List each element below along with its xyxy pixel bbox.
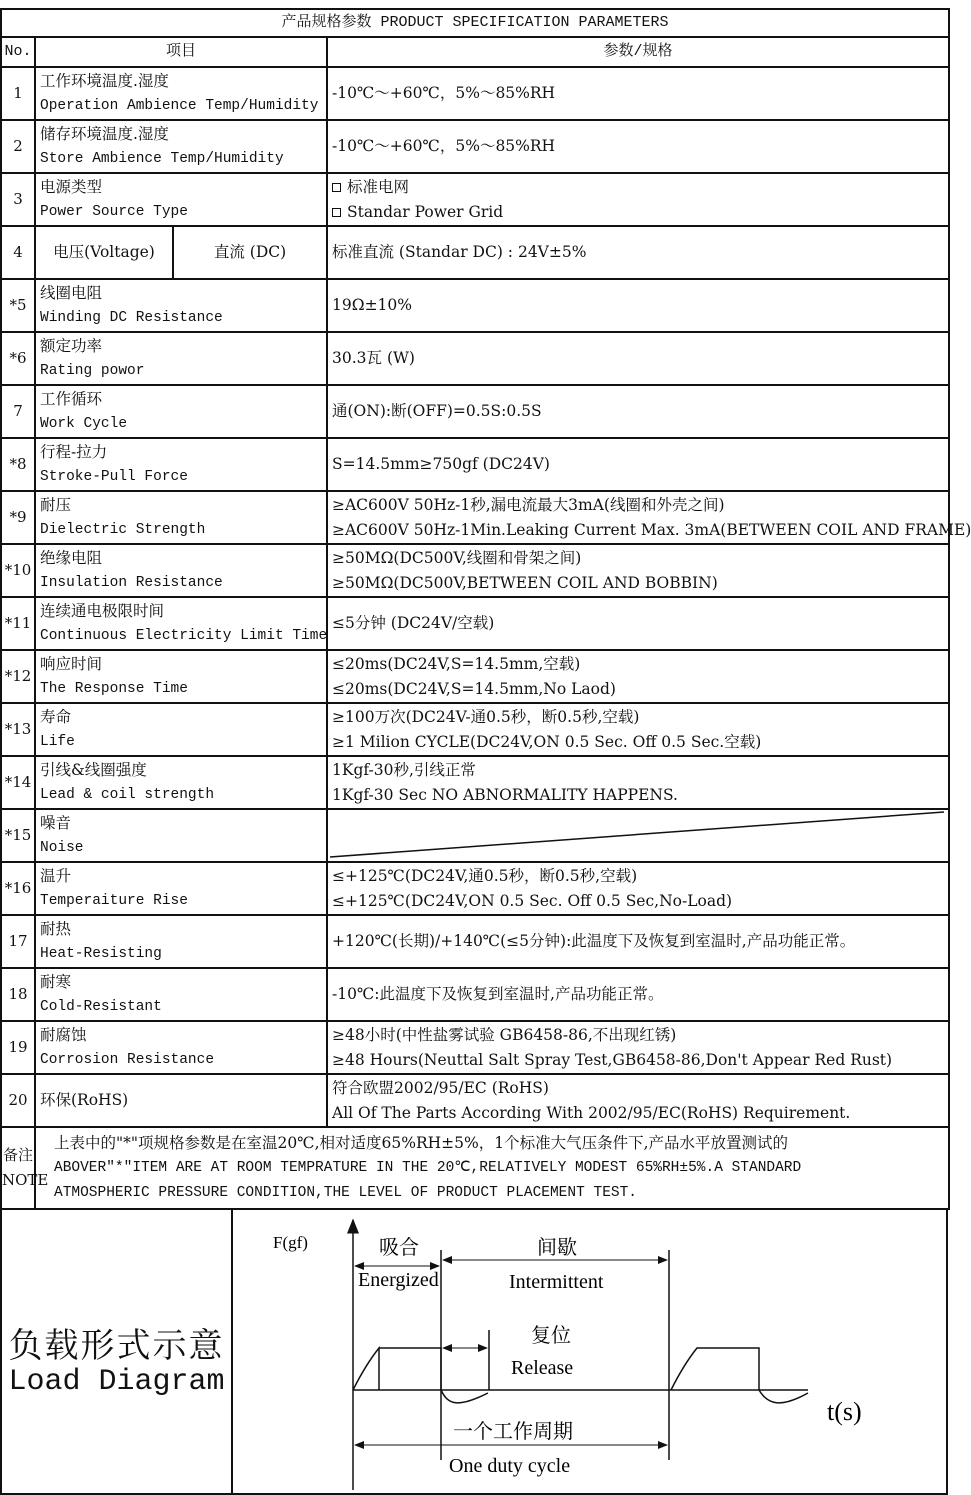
param-text: 标准电网 (347, 177, 410, 196)
spec-row-item (35, 279, 327, 332)
item-label-cn: 温升 (40, 866, 72, 885)
item-label-cn: 绝缘电阻 (40, 548, 103, 567)
spec-row-no: *15 (1, 809, 35, 862)
duty-cycle-cn: 一个工作周期 (453, 1421, 573, 1443)
item-label-cn: 寿命 (40, 707, 72, 726)
param-text: ≥48 Hours(Neuttal Salt Spray Test,GB6458-86,Don't Appear Red Rust) (332, 1050, 893, 1069)
param-line (332, 518, 971, 543)
spec-row (1, 862, 949, 915)
item-label-cn: 额定功率 (40, 336, 103, 355)
param-text: +120℃(长期)/+140℃(≤5分钟):此温度下及恢复到室温时,产品功能正常。 (332, 932, 856, 950)
spec-row-item-sub: 直流 (DC) (173, 226, 327, 279)
spec-row-param (327, 1021, 949, 1074)
item-label-cn: 工作循环 (40, 389, 103, 408)
item-label-en: Corrosion Resistance (40, 1051, 215, 1068)
item-label-en: Heat-Resisting (40, 945, 162, 962)
item-label-cn: 电源类型 (40, 177, 103, 196)
item-label-en: Power Source Type (40, 203, 188, 220)
spec-row-no: 7 (1, 385, 35, 438)
spec-row (1, 67, 949, 120)
not-applicable-slash (328, 810, 946, 859)
spec-row (1, 915, 949, 968)
item-label-cn: 连续通电极限时间 (40, 601, 165, 620)
item-label-en: The Response Time (40, 680, 188, 697)
item-label-cn: 耐压 (40, 495, 72, 514)
item-label-cn: 耐热 (40, 919, 72, 938)
load-diagram-title-cn: 负载形式示意 (8, 1326, 225, 1366)
spec-row-item (35, 1074, 327, 1127)
item-label-en: Cold-Resistant (40, 998, 162, 1015)
item-label-cn: 工作环境温度.湿度 (40, 71, 169, 90)
spec-row (1, 1021, 949, 1074)
intermittent-en: Intermittent (509, 1271, 604, 1293)
checkbox-icon (332, 183, 341, 192)
spec-row-param (327, 756, 949, 809)
spec-row-no: *11 (1, 597, 35, 650)
item-label-en: Lead & coil strength (40, 786, 215, 803)
param-line (332, 677, 944, 702)
param-line (332, 175, 944, 200)
param-line (332, 730, 944, 755)
spec-row (1, 120, 949, 173)
spec-row-item (35, 544, 327, 597)
header-item: 项目 (35, 37, 327, 67)
spec-row-param (327, 385, 949, 438)
spec-row-item (35, 703, 327, 756)
spec-row (1, 703, 949, 756)
spec-row-item-cn: 电压(Voltage) (35, 226, 173, 279)
spec-row-no: *6 (1, 332, 35, 385)
item-label-en: Winding DC Resistance (40, 309, 223, 326)
param-line (332, 293, 944, 318)
spec-row-item (35, 756, 327, 809)
item-label-en: Rating powor (40, 362, 145, 379)
spec-row-item (35, 862, 327, 915)
param-line (332, 546, 944, 571)
spec-row-param (327, 597, 949, 650)
param-text: ≥100万次(DC24V-通0.5秒，断0.5秒,空载) (332, 707, 640, 726)
param-line (332, 705, 944, 730)
param-text: 1Kgf-30秒,引线正常 (332, 760, 476, 779)
param-line (332, 611, 944, 636)
spec-row (1, 1074, 949, 1127)
spec-row (1, 173, 949, 226)
param-text: ≤+125℃(DC24V,通0.5秒，断0.5秒,空载) (332, 866, 638, 885)
table-title: 产品规格参数 PRODUCT SPECIFICATION PARAMETERS (1, 9, 949, 37)
spec-row-no: 17 (1, 915, 35, 968)
note-label-cn: 备注 (2, 1146, 33, 1164)
param-text: -10℃:此温度下及恢复到室温时,产品功能正常。 (332, 985, 664, 1003)
header-no: No. (1, 37, 35, 67)
spec-row-no: *5 (1, 279, 35, 332)
spec-row-no: 4 (1, 226, 35, 279)
spec-row-no: *12 (1, 650, 35, 703)
param-text: S=14.5mm≥750gf (DC24V) (332, 455, 550, 473)
release-en: Release (511, 1357, 574, 1379)
spec-row-no: 3 (1, 173, 35, 226)
param-text: Standar Power Grid (347, 202, 504, 221)
param-text: ≤5分钟 (DC24V/空载) (332, 614, 495, 632)
param-line (332, 240, 944, 265)
spec-row-no: 2 (1, 120, 35, 173)
spec-row-item (35, 809, 327, 862)
note-line: ABOVER"*"ITEM ARE AT ROOM TEMPRATURE IN THE 20℃,RELATIVELY MODEST 65%RH±5%.A STANDARD (54, 1159, 802, 1176)
table-title-row (1, 9, 949, 37)
param-text: ≥1 Milion CYCLE(DC24V,ON 0.5 Sec. Off 0.5 Sec.空载) (332, 732, 762, 751)
spec-row-no: *16 (1, 862, 35, 915)
item-label-cn: 噪音 (40, 813, 72, 832)
param-line (332, 1023, 944, 1048)
pulse-1 (353, 1348, 441, 1390)
note-line: ATMOSPHERIC PRESSURE CONDITION,THE LEVEL OF PRODUCT PLACEMENT TEST. (54, 1184, 637, 1201)
item-label-en: Temperaiture Rise (40, 892, 188, 909)
spec-row-no: 18 (1, 968, 35, 1021)
item-label-en: Dielectric Strength (40, 521, 206, 538)
param-line (332, 399, 944, 424)
item-label-en: Stroke-Pull Force (40, 468, 188, 485)
spec-row-item (35, 491, 327, 544)
spec-row-param (327, 438, 949, 491)
note-line: 上表中的"*"项规格参数是在室温20℃,相对适度65%RH±5%，1个标准大气压条件下,产品水平放置测试的 (54, 1133, 789, 1152)
item-label-en: Continuous Electricity Limit Time (40, 627, 328, 644)
param-text: ≤20ms(DC24V,S=14.5mm,空载) (332, 654, 581, 673)
spec-row-item (35, 438, 327, 491)
item-label-en: Insulation Resistance (40, 574, 223, 591)
spec-row-item (35, 120, 327, 173)
item-label-cn: 响应时间 (40, 654, 103, 673)
param-line (332, 783, 944, 808)
param-line (332, 1101, 944, 1126)
spec-row-param (327, 703, 949, 756)
spec-row-item (35, 1021, 327, 1074)
load-diagram-title-en: Load Diagram (8, 1365, 225, 1399)
spec-row-param (327, 968, 949, 1021)
spec-row-param (327, 862, 949, 915)
param-line (332, 758, 944, 783)
param-line (332, 1048, 944, 1073)
spec-row-no: *14 (1, 756, 35, 809)
spec-row-item (35, 67, 327, 120)
spec-row-param (327, 491, 971, 544)
param-text: ≥48小时(中性盐雾试验 GB6458-86,不出现红锈) (332, 1025, 677, 1044)
param-text: 通(ON):断(OFF)=0.5S:0.5S (332, 402, 542, 420)
duty-cycle-en: One duty cycle (449, 1455, 571, 1477)
intermittent-cn: 间歇 (537, 1237, 577, 1259)
param-line (332, 571, 944, 596)
spec-row-item (35, 915, 327, 968)
note-row (1, 1127, 949, 1209)
x-axis-label: t(s) (827, 1397, 862, 1426)
header-param: 参数/规格 (327, 37, 949, 67)
spec-row (1, 544, 949, 597)
item-label-cn: 环保(RoHS) (40, 1091, 129, 1109)
item-label-cn: 耐寒 (40, 972, 72, 991)
param-text: 30.3瓦 (W) (332, 349, 415, 367)
spec-row (1, 968, 949, 1021)
spec-row-param (327, 173, 949, 226)
param-text: ≤+125℃(DC24V,ON 0.5 Sec. Off 0.5 Sec,No-Load) (332, 891, 733, 910)
spec-row-no: *9 (1, 491, 35, 544)
item-label-en: Store Ambience Temp/Humidity (40, 150, 284, 167)
param-line (332, 493, 944, 518)
param-line (332, 81, 944, 106)
spec-row-item (35, 968, 327, 1021)
param-line (332, 452, 944, 477)
spec-row (1, 597, 949, 650)
note-label (1, 1127, 49, 1209)
spec-row-item (35, 650, 327, 703)
spec-row-param (327, 1074, 949, 1127)
param-line (332, 864, 944, 889)
spec-row-param (327, 544, 949, 597)
spec-row-param (327, 226, 949, 279)
param-text: ≥AC600V 50Hz-1Min.Leaking Current Max. 3mA(BETWEEN COIL AND FRAME) (332, 520, 971, 539)
spec-row-no: *10 (1, 544, 35, 597)
item-label-cn: 行程-拉力 (40, 442, 108, 461)
spec-row-no: 19 (1, 1021, 35, 1074)
note-text (35, 1127, 949, 1209)
energized-en: Energized (358, 1269, 439, 1291)
spec-row-param (327, 650, 949, 703)
param-text: 1Kgf-30 Sec NO ABNORMALITY HAPPENS. (332, 785, 678, 804)
spec-row-item (35, 385, 327, 438)
spec-table (0, 8, 971, 1210)
spec-row (1, 809, 949, 862)
param-text: -10℃～+60℃，5%～85%RH (332, 137, 556, 155)
spec-row (1, 491, 949, 544)
spec-row-item (35, 597, 327, 650)
load-diagram (233, 1210, 949, 1493)
param-text: ≥50MΩ(DC500V,BETWEEN COIL AND BOBBIN) (332, 573, 718, 592)
checkbox-icon (332, 208, 341, 217)
param-text: 符合欧盟2002/95/EC (RoHS) (332, 1078, 549, 1097)
param-line (332, 652, 944, 677)
spec-row-no: *13 (1, 703, 35, 756)
item-label-en: Operation Ambience Temp/Humidity (40, 97, 319, 114)
param-text: ≥50MΩ(DC500V,线圈和骨架之间) (332, 548, 582, 567)
spec-row-no: 20 (1, 1074, 35, 1127)
y-axis-label: F(gf) (273, 1233, 308, 1252)
param-line (332, 346, 944, 371)
param-line (332, 200, 944, 225)
spec-row-param (327, 915, 949, 968)
param-text: 19Ω±10% (332, 296, 413, 314)
pulse-2 (671, 1348, 759, 1390)
item-label-cn: 线圈电阻 (40, 283, 103, 302)
spec-row (1, 650, 949, 703)
release-curve-2 (759, 1390, 808, 1403)
load-diagram-section (0, 1210, 948, 1495)
spec-row-item (35, 173, 327, 226)
release-curve-1 (441, 1390, 488, 1403)
param-text: -10℃～+60℃，5%～85%RH (332, 84, 556, 102)
spec-row (1, 756, 949, 809)
item-label-en: Work Cycle (40, 415, 128, 432)
spec-row-param (327, 279, 949, 332)
param-line (332, 1076, 944, 1101)
param-text: 标准直流 (Standar DC) : 24V±5% (332, 243, 587, 261)
param-text: ≤20ms(DC24V,S=14.5mm,No Laod) (332, 679, 616, 698)
item-label-cn: 耐腐蚀 (40, 1025, 87, 1044)
spec-row-no: *8 (1, 438, 35, 491)
item-label-en: Noise (40, 839, 84, 856)
param-text: All Of The Parts According With 2002/95/EC(RoHS) Requirement. (332, 1103, 851, 1122)
spec-row-param (327, 120, 949, 173)
spec-row (1, 226, 949, 279)
item-label-cn: 引线&线圈强度 (40, 760, 147, 779)
spec-row-param (327, 67, 949, 120)
energized-cn: 吸合 (379, 1237, 419, 1259)
spec-row-item (35, 332, 327, 385)
note-label-en: NOTE (2, 1171, 49, 1189)
spec-row-no: 1 (1, 67, 35, 120)
release-cn: 复位 (531, 1325, 571, 1347)
item-label-en: Life (40, 733, 75, 750)
param-line (332, 929, 944, 954)
item-label-cn: 储存环境温度.湿度 (40, 124, 169, 143)
spec-row (1, 438, 949, 491)
param-line (332, 889, 944, 914)
param-text: ≥AC600V 50Hz-1秒,漏电流最大3mA(线圈和外壳之间) (332, 495, 725, 514)
spec-row (1, 385, 949, 438)
table-header-row (1, 37, 949, 67)
spec-row (1, 279, 949, 332)
spec-row-param (327, 809, 949, 862)
spec-row-param (327, 332, 949, 385)
param-line (332, 982, 944, 1007)
spec-row (1, 332, 949, 385)
param-line (332, 134, 944, 159)
